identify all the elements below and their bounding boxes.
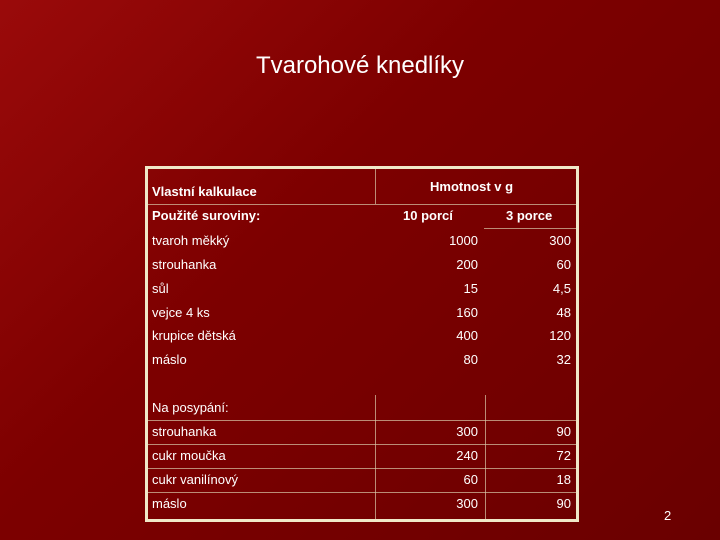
row-divider [148,468,576,469]
row-value-10: 300 [456,424,478,439]
column-divider [375,395,376,519]
row-item: strouhanka [152,424,217,439]
row-value-3: 48 [556,305,571,320]
row-value-10: 80 [463,352,478,367]
column-divider [375,169,376,204]
topping-section-label: Na posypání: [152,400,229,415]
row-value-3: 72 [556,448,571,463]
page-number: 2 [664,508,672,523]
row-divider [148,204,576,205]
row-value-10: 400 [456,328,478,343]
row-value-10: 15 [463,281,478,296]
row-item: sůl [152,281,169,296]
row-value-10: 1000 [449,233,478,248]
row-item: vejce 4 ks [152,305,210,320]
row-item: cukr vanilínový [152,472,238,487]
row-divider [484,228,576,229]
row-value-3: 32 [556,352,571,367]
row-value-10: 160 [456,305,478,320]
header-calculation: Vlastní kalkulace [152,184,257,199]
slide-title: Tvarohové knedlíky [255,52,465,79]
column-10-portions: 10 porcí [403,208,453,223]
subheader-ingredients: Použité suroviny: [152,208,261,223]
header-weight: Hmotnost v g [430,179,514,194]
row-value-3: 300 [549,233,571,248]
row-value-3: 90 [556,496,571,511]
row-divider [148,420,576,421]
row-value-10: 240 [456,448,478,463]
row-value-10: 300 [456,496,478,511]
row-value-3: 18 [556,472,571,487]
row-item: strouhanka [152,257,217,272]
row-item: máslo [152,496,187,511]
row-value-3: 120 [549,328,571,343]
row-item: krupice dětská [152,328,236,343]
row-divider [148,444,576,445]
row-value-3: 90 [556,424,571,439]
row-value-3: 4,5 [552,281,571,296]
row-value-3: 60 [556,257,571,272]
row-item: máslo [152,352,187,367]
column-3-portions: 3 porce [506,208,553,223]
row-item: tvaroh měkký [152,233,230,248]
row-divider [148,492,576,493]
row-value-10: 200 [456,257,478,272]
row-item: cukr moučka [152,448,226,463]
column-divider [485,395,486,519]
row-value-10: 60 [463,472,478,487]
